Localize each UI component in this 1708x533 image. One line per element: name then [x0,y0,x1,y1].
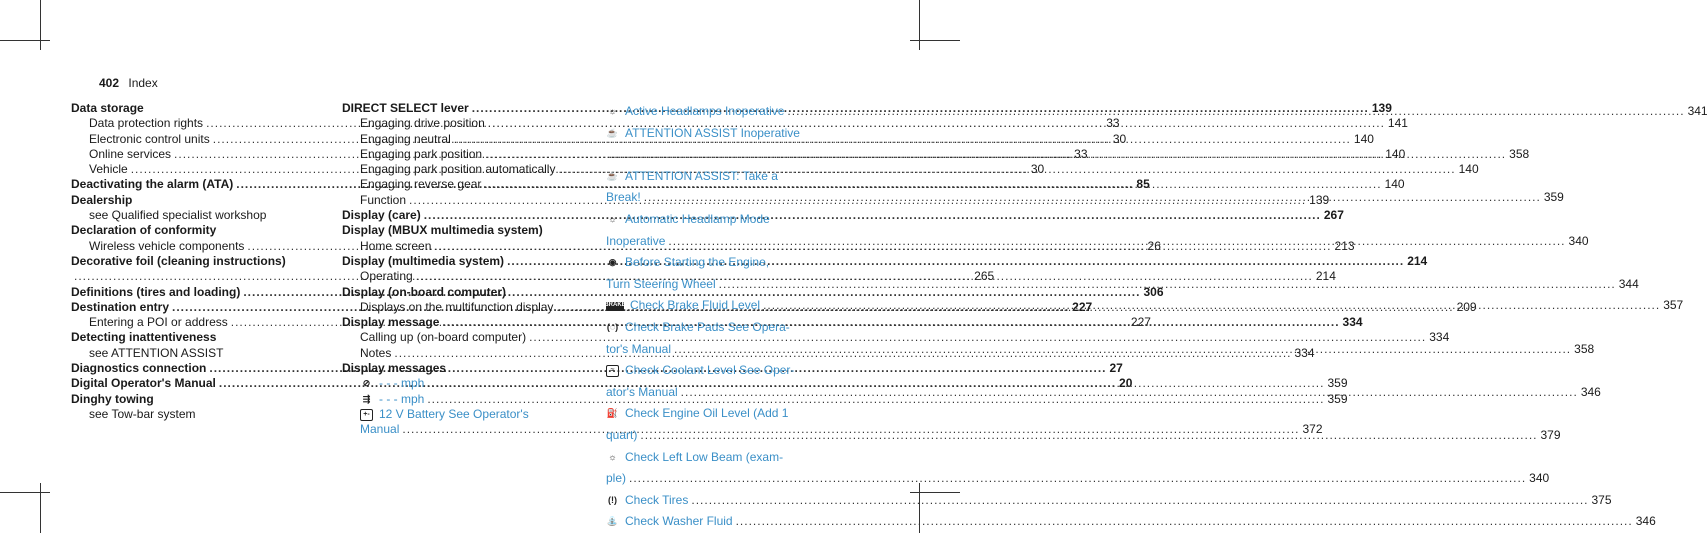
index-entry [71,208,321,223]
index-heading [342,361,569,376]
coolant-icon: ≈ [606,365,619,377]
attention-assist-icon: ☕ [606,127,619,138]
washer-fluid-icon: ⛲ [606,516,619,527]
page-reference: 346 [1580,384,1601,399]
index-entry-text: Display (multimedia system) [342,253,505,268]
page-reference: 267 [1323,208,1344,223]
index-entry-text: Entering a POI or address [89,315,228,330]
index-entry-text[interactable]: Check Tires [625,492,689,507]
dot-leader [439,315,1342,330]
dot-leader [626,468,1529,490]
index-heading [71,223,321,238]
page-reference: 358 [1574,341,1595,356]
index-entry-text[interactable]: Break! [606,190,641,205]
index-entry-text: Operating [360,269,413,284]
index-entry [606,166,846,188]
dot-leader [688,490,1591,512]
page-reference: 26 [1147,238,1161,253]
index-heading [342,223,569,238]
index-entry-text: Displays on the multifunction display [360,299,554,314]
dot-leader [760,295,1663,317]
index-entry-text: Dinghy towing [71,391,154,406]
index-entry-text: DIRECT SELECT lever [342,101,469,115]
index-entry-text: Notes [360,345,392,360]
index-entry [71,346,321,361]
page-reference: 30 [1112,131,1127,146]
page-reference: 334 [1294,345,1315,360]
index-entry [342,407,569,422]
index-entry-text[interactable]: Check Washer Fluid [625,514,733,529]
crop-mark [910,40,960,41]
page-reference: 341 [1687,104,1708,118]
page-reference: 139 [1371,101,1392,115]
headlamp-icon: ☼ [608,106,617,116]
page-reference: 140 [1353,131,1374,146]
page-reference: 227 [1072,299,1093,314]
page-header [99,76,158,90]
index-heading [71,254,321,269]
index-entry-text[interactable]: Check Left Low Beam (exam- [625,449,784,464]
dot-leader [665,231,1568,253]
page-reference: 357 [1663,298,1684,313]
index-entry-text[interactable]: Check Brake Pads See Opera- [625,319,790,334]
index-entry-text: Online services [89,146,172,161]
index-entry [606,447,846,469]
index-entry-text[interactable]: - - - mph [379,376,425,391]
index-entry-text: Calling up (on-board computer) [360,330,527,345]
index-entry-text: Engaging drive position [360,116,485,131]
page-reference: 209 [1456,299,1477,314]
index-heading [342,285,569,300]
crop-mark [40,0,41,50]
index-entry-text: Wireless vehicle components [89,238,245,253]
index-entry-text: Digital Operator's Manual [71,376,216,391]
page-reference: 306 [1143,284,1164,299]
index-entry-text: Destination entry [71,299,170,314]
index-entry-text: Diagnostics connection [71,361,207,376]
index-entry-text: Data protection rights [89,116,204,131]
steering-wheel-icon: ◉ [608,257,617,268]
index-entry [342,330,1450,345]
page-reference: 334 [1429,330,1450,345]
index-entry-text[interactable]: Turn Steering Wheel [606,276,716,291]
index-entry-text[interactable]: 12 V Battery See Operator's [379,406,529,421]
index-entry-text: Electronic control units [89,131,210,146]
page-reference: 334 [1342,315,1363,330]
index-entry-text: see Tow-bar system [89,406,196,421]
index-entry-text[interactable]: quart) [606,427,638,442]
crop-mark [0,492,50,493]
crop-mark [40,483,41,533]
page-reference: 140 [1384,177,1405,192]
dot-leader [678,382,1581,404]
index-entry-text: Engaging reverse gear [360,177,482,192]
brake-pad-icon: (◌) [606,321,619,332]
index-entry-text: Display (care) [342,208,421,223]
index-heading [71,392,321,407]
index-entry-text: Decorative foil (cleaning instructions) [71,253,286,268]
page-reference: 20 [1119,376,1133,391]
page-reference: 141 [1387,116,1408,131]
page-reference: 346 [1635,514,1656,529]
index-entry-text: see Qualified specialist workshop [89,208,267,223]
page-reference: 340 [1568,233,1589,248]
index-entry [606,468,1550,490]
page-reference: 27 [1109,361,1123,376]
page-reference: 140 [1385,146,1406,161]
page-reference: 359 [1327,391,1348,406]
index-entry [606,123,846,145]
index-entry-text[interactable]: Check Engine Oil Level (Add 1 [625,406,789,421]
crop-mark [919,0,920,50]
brake-icon: BRAKE [606,302,624,311]
index-entry-text[interactable]: ATTENTION ASSIST: Take a [625,168,778,183]
index-entry-text[interactable]: Check Brake Fluid Level [630,298,761,313]
index-entry [606,252,846,274]
index-entry-text[interactable]: Active Headlamps Inoperative [625,104,785,118]
page-reference: 265 [974,269,995,284]
page-reference: 340 [1529,471,1550,486]
index-entry-text: Display messages [342,361,447,376]
battery-icon: +- [360,409,373,421]
index-entry-text: Engaging park position [360,146,483,161]
index-entry-text[interactable]: Manual [360,422,400,437]
index-entry-text[interactable]: Automatic Headlamp Mode [625,211,770,226]
page-title: Index [128,76,158,90]
page-reference: 214 [1315,269,1336,284]
index-entry-text[interactable]: Check Coolant Level See Oper- [625,363,795,378]
dot-leader [637,425,1540,447]
page-reference: 359 [1327,376,1348,391]
oil-can-icon: ⛽ [606,408,619,419]
page-reference: 213 [1334,238,1355,253]
index-entry [606,511,1656,533]
index-entry-text: Deactivating the alarm (ATA) [71,177,234,192]
page-reference: 375 [1591,492,1612,507]
page-reference: 214 [1407,253,1428,268]
page-reference: 85 [1136,177,1150,192]
index-entry [606,209,846,231]
distance-assist-icon: ⇶ [362,393,371,404]
page-reference: 227 [1130,315,1151,330]
index-entry [71,407,321,422]
index-entry-text: Engaging park position automatically [360,162,556,177]
index-entry-text: Home screen [360,238,432,253]
page-reference: 344 [1618,276,1639,291]
low-beam-icon: ☼ [608,451,617,462]
index-entry-text[interactable]: ple) [606,471,627,486]
index-heading [71,193,321,208]
index-entry-text: Data storage [71,101,144,115]
index-entry-text[interactable]: ATTENTION ASSIST Inoperative [625,125,800,140]
index-entry-text: Declaration of conformity [71,223,217,238]
dot-leader [421,208,1324,223]
index-heading [71,101,321,116]
dot-leader [641,187,1544,209]
index-entry-text[interactable]: Before Starting the Engine, [625,255,770,270]
page-reference: 139 [1309,192,1330,207]
index-entry [606,360,846,382]
dot-leader [784,101,1687,123]
index-heading [71,330,321,345]
attention-assist-icon: ☕ [606,170,619,181]
page-reference: 358 [1509,147,1530,162]
index-entry-text: see ATTENTION ASSIST [89,345,224,360]
index-entry-text[interactable]: ator's Manual [606,384,678,399]
index-entry-text: Display message [342,315,440,330]
index-entry-text: Dealership [71,192,133,207]
index-entry [606,490,1612,512]
page-reference: 33 [1106,116,1120,131]
dot-leader [716,274,1619,296]
index-entry-text: Function [360,192,407,207]
cruise-control-icon: ⊘ [362,378,371,389]
crop-mark [0,40,50,41]
headlamp-icon: ☼ [608,213,617,224]
dot-leader [733,511,1636,533]
page-reference: 140 [1458,162,1479,177]
index-entry-text: Display (on-board computer) [342,284,507,299]
index-entry-text: Vehicle [89,162,128,177]
page-reference: 30 [1030,162,1045,177]
index-entry-text[interactable]: Inoperative [606,233,666,248]
page-number: 402 [99,76,120,90]
page-reference: 33 [1074,146,1088,161]
index-entry-text: Engaging neutral [360,131,451,146]
index-entry [606,317,846,339]
page-reference: 359 [1543,190,1564,205]
tire-pressure-icon: (!) [608,494,617,505]
index-entry-text[interactable]: - - - mph [379,391,425,406]
index-entry-text: Detecting inattentiveness [71,330,217,345]
index-entry-text: Definitions (tires and loading) [71,284,241,299]
index-entry-text[interactable]: tor's Manual [606,341,671,356]
page-reference: 379 [1540,427,1561,442]
page-reference: 372 [1302,422,1323,437]
index-entry-text: Display (MBUX multimedia system) [342,223,543,238]
dot-leader [671,339,1574,361]
dot-leader [606,144,1509,166]
index-entry [606,403,846,425]
